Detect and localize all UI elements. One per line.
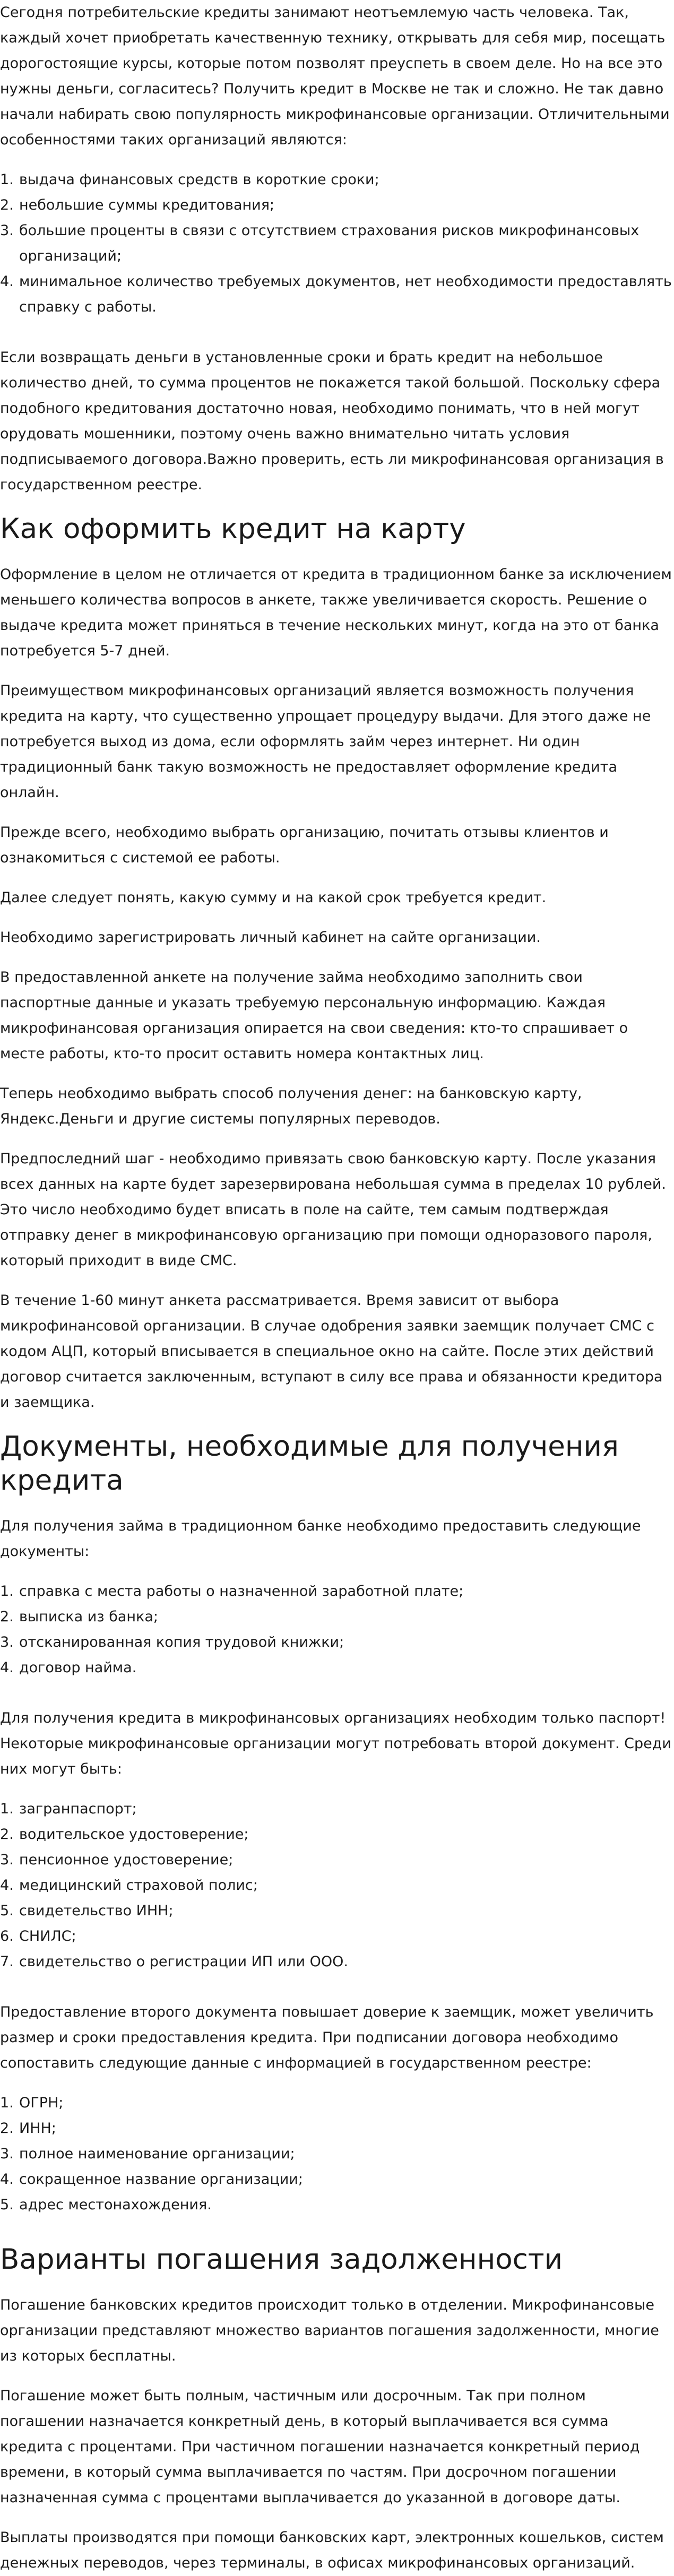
paragraph: Погашение может быть полным, частичным или досрочным. Так при полном погашении назначается конкретный день, в который выплачивается вся сумма кредита с процентами. При частичном погашении назначается конкретный период времени, в который сумма выплачивается по частям. При досрочном погашении назначенная сумма с процентами выплачивается до указанной в договоре даты.	[0, 2388, 640, 2506]
list-item: справка с места работы о назначенной заработной плате;	[19, 1583, 464, 1600]
paragraph: Преимуществом микрофинансовых организаций является возможность получения кредита на карту, что существенно упрощает процедуру выдачи. Для этого даже не потребуется выход из дома, если оформлять займ через интернет. Ни один традиционный банк такую возможность не предоставляет оформление кредита онлайн.	[0, 682, 651, 801]
paragraph: Оформление в целом не отличается от кредита в традиционном банке за исключением меньшего количества вопросов в анкете, также увеличивается скорость. Решение о выдаче кредита может приняться в течение нескольких минут, когда на это от банка потребуется 5-7 дней.	[0, 566, 672, 659]
list-item: свидетельство о регистрации ИП или ООО.	[19, 1953, 348, 1970]
paragraph: Предоставление второго документа повышает доверие к заемщик, может увеличить размер и сроки предоставления кредита. При подписании договора необходимо сопоставить следующие данные с информацией в государственном реестре:	[0, 2004, 654, 2071]
paragraph: Теперь необходимо выбрать способ получения денег: на банковскую карту, Яндекс.Деньги и другие системы популярных переводов.	[0, 1085, 582, 1127]
list-item: сокращенное название организации;	[19, 2171, 303, 2188]
section-heading-repayment: Варианты погашения задолженности	[0, 2243, 563, 2276]
list-item: водительское удостоверение;	[19, 1826, 249, 1843]
paragraph: Предпоследний шаг - необходимо привязать свою банковскую карту. После указания всех данных на карте будет зарезервирована небольшая сумма в пределах 10 рублей. Это число необходимо будет вписать в поле на сайте, тем самым подтверждая отправку денег в микрофинансовую организацию при помощи одноразового пароля, который приходит в виде СМС.	[0, 1151, 666, 1269]
list-item: ИНН;	[19, 2120, 56, 2137]
list-item: медицинский страховой полис;	[19, 1877, 258, 1894]
list-item: отсканированная копия трудовой книжки;	[19, 1634, 344, 1650]
section-heading-credit-to-card: Как оформить кредит на карту	[0, 513, 466, 545]
features-list	[0, 167, 674, 320]
list-item: загранпаспорт;	[19, 1801, 137, 1817]
list-item: свидетельство ИНН;	[19, 1903, 174, 1919]
list-item: небольшие суммы кредитования;	[19, 197, 275, 213]
paragraph: В течение 1-60 минут анкета рассматривается. Время зависит от выбора микрофинансовой организации. В случае одобрения заявки заемщик получает СМС с кодом АЦП, который вписывается в специальное окно на сайте. После этих действий договор считается заключенным, вступают в силу все права и обязанности кредитора и заемщика.	[0, 1292, 663, 1411]
paragraph: Необходимо зарегистрировать личный кабинет на сайте организации.	[0, 929, 541, 946]
paragraph: Далее следует понять, какую сумму и на какой срок требуется кредит.	[0, 889, 547, 906]
list-item: минимальное количество требуемых документов, нет необходимости предоставлять справку с работы.	[19, 273, 672, 315]
paragraph: Выплаты производятся при помощи банковских карт, электронных кошельков, систем денежных переводов, через терминалы, в офисах микрофинансовых организаций.	[0, 2529, 664, 2571]
paragraph: В предоставленной анкете на получение займа необходимо заполнить свои паспортные данные и указать требуемую персональную информацию. Каждая микрофинансовая организация опирается на свои сведения: кто-то спрашивает о месте работы, кто-то просит оставить номера контактных лиц.	[0, 969, 628, 1062]
list-item: большие проценты в связи с отсутствием страхования рисков микрофинансовых организаций;	[19, 222, 640, 264]
list-item: адрес местонахождения.	[19, 2197, 212, 2213]
intro-paragraph-2: Если возвращать деньги в установленные сроки и брать кредит на небольшое количество дней, то сумма процентов не покажется такой большой. Поскольку сфера подобного кредитования достаточно новая, необходимо понимать, что в ней могут орудовать мошенники, поэтому очень важно внимательно читать условия подписываемого договора.Важно проверить, есть ли микрофинансовая организация в государственном реестре.	[0, 349, 664, 493]
bank-documents-list	[0, 1579, 674, 1681]
paragraph: Прежде всего, необходимо выбрать организацию, почитать отзывы клиентов и ознакомиться с системой ее работы.	[0, 824, 609, 866]
list-item: выписка из банка;	[19, 1609, 158, 1625]
intro-paragraph-1: Сегодня потребительские кредиты занимают неотъемлемую часть человека. Так, каждый хочет приобретать качественную технику, открывать для себя мир, посещать дорогостоящие курсы, которые потом позволят преуспеть в своем деле. Но на все это нужны деньги, согласитесь? Получить кредит в Москве не так и сложно. Не так давно начали набирать свою популярность микрофинансовые организации. Отличительными особенностями таких организаций являются:	[0, 4, 670, 148]
paragraph: Для получения займа в традиционном банке необходимо предоставить следующие документы:	[0, 1518, 641, 1560]
list-item: полное наименование организации;	[19, 2146, 295, 2162]
paragraph: Для получения кредита в микрофинансовых организациях необходим только паспорт! Некоторые микрофинансовые организации могут потребовать второй документ. Среди них могут быть:	[0, 1710, 671, 1777]
second-documents-list	[0, 1796, 674, 1975]
list-item: выдача финансовых средств в короткие сроки;	[19, 171, 379, 188]
paragraph: Погашение банковских кредитов происходит только в отделении. Микрофинансовые организации представляют множество вариантов погашения задолженности, многие из которых бесплатны.	[0, 2297, 659, 2364]
list-item: договор найма.	[19, 1659, 137, 1676]
section-heading-documents: Документы, необходимые для получения кредита	[0, 1430, 619, 1497]
list-item: пенсионное удостоверение;	[19, 1852, 234, 1868]
list-item: ОГРН;	[19, 2095, 64, 2111]
registry-fields-list	[0, 2090, 674, 2218]
list-item: СНИЛС;	[19, 1928, 76, 1944]
